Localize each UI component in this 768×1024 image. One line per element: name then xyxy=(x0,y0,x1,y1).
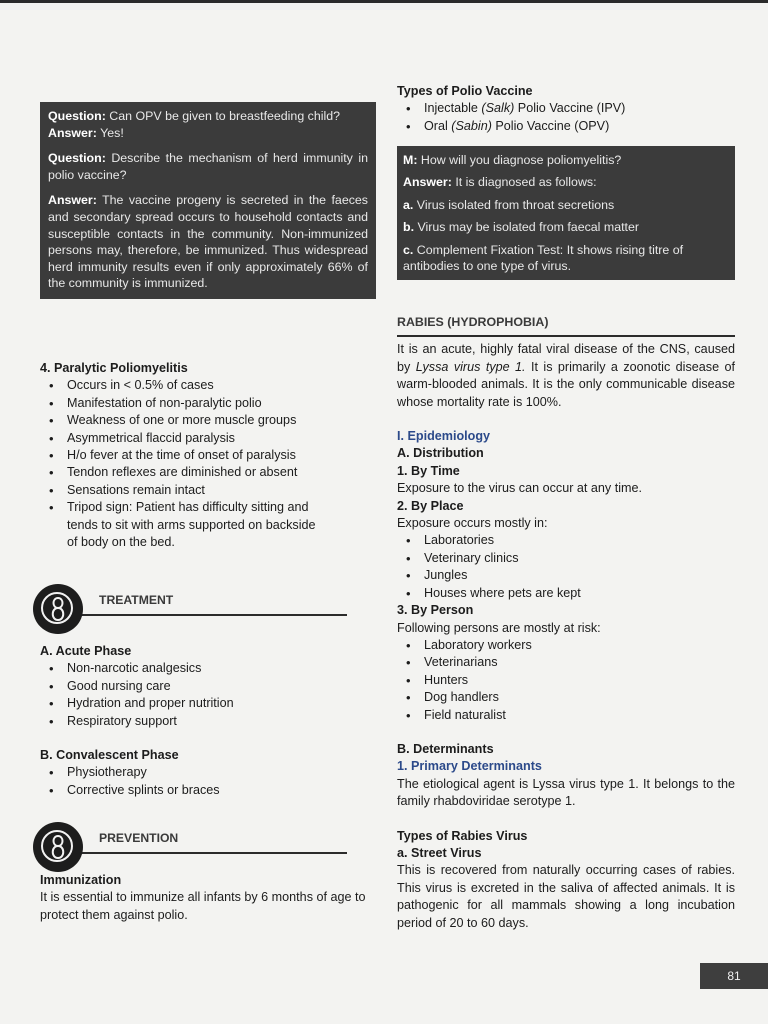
rabies-heading: RABIES (HYDROPHOBIA) xyxy=(397,314,735,337)
diagnose-box-column xyxy=(397,146,735,280)
list-item: • Respiratory support xyxy=(40,713,376,730)
paralytic-heading: 4. Paralytic Poliomyelitis xyxy=(40,361,188,375)
list-item: • Jungles xyxy=(397,567,735,584)
treatment-content xyxy=(40,643,376,799)
list-item: • Non-narcotic analgesics xyxy=(40,660,376,677)
prevention-label: PREVENTION xyxy=(99,831,179,845)
list-item: • Veterinary clinics xyxy=(397,550,735,567)
list-item: • Laboratories xyxy=(397,532,735,549)
treatment-label: TREATMENT xyxy=(99,593,174,607)
by-time-text: Exposure to the virus can occur at any time. xyxy=(397,481,642,496)
vaccine-types-heading: Types of Polio Vaccine xyxy=(397,84,533,98)
list-item: • Physiotherapy xyxy=(40,764,376,781)
by-place-text: Exposure occurs mostly in: xyxy=(397,516,548,531)
street-virus-heading: a. Street Virus xyxy=(397,845,482,860)
rabies-intro: It is an acute, highly fatal viral disease of the CNS, caused by Lyssa virus type 1. It is primarily a zoonotic disease of warm-blooded animals. It is the only communicable disease whose mortality rate is 100%. xyxy=(397,342,735,409)
list-item: • Laboratory workers xyxy=(397,637,735,654)
list-item: • Hydration and proper nutrition xyxy=(40,695,376,712)
list-item: • Houses where pets are kept xyxy=(397,585,735,602)
person-list xyxy=(397,637,735,724)
distribution-heading: A. Distribution xyxy=(397,446,484,461)
diagnose-box xyxy=(397,146,735,280)
vaccine-types-list xyxy=(397,100,735,135)
list-item: • Field naturalist xyxy=(397,707,735,724)
treatment-section-header xyxy=(33,584,347,636)
by-person-heading: 3. By Person xyxy=(397,603,474,618)
convalescent-phase-heading: B. Convalescent Phase xyxy=(40,748,179,763)
list-item: • Oral (Sabin) Polio Vaccine (OPV) xyxy=(397,118,735,135)
prevention-section-header xyxy=(33,822,347,874)
immunization-text: It is essential to immunize all infants by 6 months of age to protect them against polio. xyxy=(40,890,366,922)
treatment-circle-icon xyxy=(33,584,83,634)
epidemiology-heading: I. Epidemiology xyxy=(397,429,491,444)
immunization-heading: Immunization xyxy=(40,873,122,887)
list-item: • Corrective splints or braces xyxy=(40,782,376,799)
rabies-section xyxy=(397,314,735,932)
paralytic-section xyxy=(40,360,376,551)
list-item: • Sensations remain intact xyxy=(40,482,376,499)
convalescent-list xyxy=(40,764,376,799)
rabies-types-heading: Types of Rabies Virus xyxy=(397,828,528,843)
qa-2-answer: Answer: The vaccine progeny is secreted in the faeces and secondary spread occurs to household contacts and susceptible contacts in the community. Non-immunized persons may, therefore, be immunized. Thus widespread herd immunity results even if only approximately 66% of the community is immunized. xyxy=(48,193,369,291)
prevention-content xyxy=(40,872,376,924)
acute-phase-heading: A. Acute Phase xyxy=(40,644,132,658)
list-item: • Good nursing care xyxy=(40,678,376,695)
list-item: • Manifestation of non-paralytic polio xyxy=(40,395,376,412)
paralytic-list xyxy=(40,377,376,551)
primary-determinants-text: The etiological agent is Lyssa virus type 1. It belongs to the family rhabdoviridae serotype 1. xyxy=(397,776,735,809)
prevention-circle-icon xyxy=(33,822,83,872)
diagnose-answer: Answer: It is diagnosed as follows: xyxy=(403,175,597,190)
diagnose-item-a: a. Virus isolated from throat secretions xyxy=(403,197,615,212)
primary-determinants-heading: 1. Primary Determinants xyxy=(397,759,542,774)
list-item: • H/o fever at the time of onset of paralysis xyxy=(40,447,376,464)
list-item: • Veterinarians xyxy=(397,654,735,671)
figure-eight-icon xyxy=(33,584,83,634)
determinants-heading: B. Determinants xyxy=(397,741,494,756)
list-item: • Occurs in < 0.5% of cases xyxy=(40,377,376,394)
page-number: 81 xyxy=(700,963,768,989)
list-item: • Dog handlers xyxy=(397,689,735,706)
list-item: • Tripod sign: Patient has difficulty sitting and tends to sit with arms supported on backside of body on the bed. xyxy=(40,499,317,551)
vaccine-types-section xyxy=(397,83,735,135)
qa-2-question: Question: Describe the mechanism of herd immunity in polio vaccine? xyxy=(48,151,368,182)
diagnose-item-c: c. Complement Fixation Test: It shows rising titre of antibodies to one type of virus. xyxy=(403,242,684,274)
qa-box-column xyxy=(40,102,376,299)
diagnose-question: M: How will you diagnose poliomyelitis? xyxy=(403,153,622,167)
qa-1: Question: Can OPV be given to breastfeeding child? Answer: Yes! xyxy=(48,109,341,140)
diagnose-item-b: b. Virus may be isolated from faecal matter xyxy=(403,220,639,235)
top-rule xyxy=(0,0,768,3)
qa-box xyxy=(40,102,376,299)
list-item: • Weakness of one or more muscle groups xyxy=(40,412,376,429)
list-item: • Injectable (Salk) Polio Vaccine (IPV) xyxy=(397,100,735,117)
list-item: • Tendon reflexes are diminished or absent xyxy=(40,464,376,481)
list-item: • Asymmetrical flaccid paralysis xyxy=(40,430,376,447)
by-place-heading: 2. By Place xyxy=(397,498,464,513)
street-virus-text: This is recovered from naturally occurring cases of rabies. This virus is excreted in the saliva of affected animals. It is pathogenic for all mammals showing a long incubation period of 20 to 60 days. xyxy=(397,863,735,930)
place-list xyxy=(397,532,735,602)
list-item: • Hunters xyxy=(397,672,735,689)
figure-eight-icon xyxy=(33,822,83,872)
treatment-rule xyxy=(75,614,347,616)
by-time-heading: 1. By Time xyxy=(397,463,460,478)
acute-list xyxy=(40,660,376,730)
by-person-text: Following persons are mostly at risk: xyxy=(397,620,601,635)
prevention-rule xyxy=(75,852,347,854)
